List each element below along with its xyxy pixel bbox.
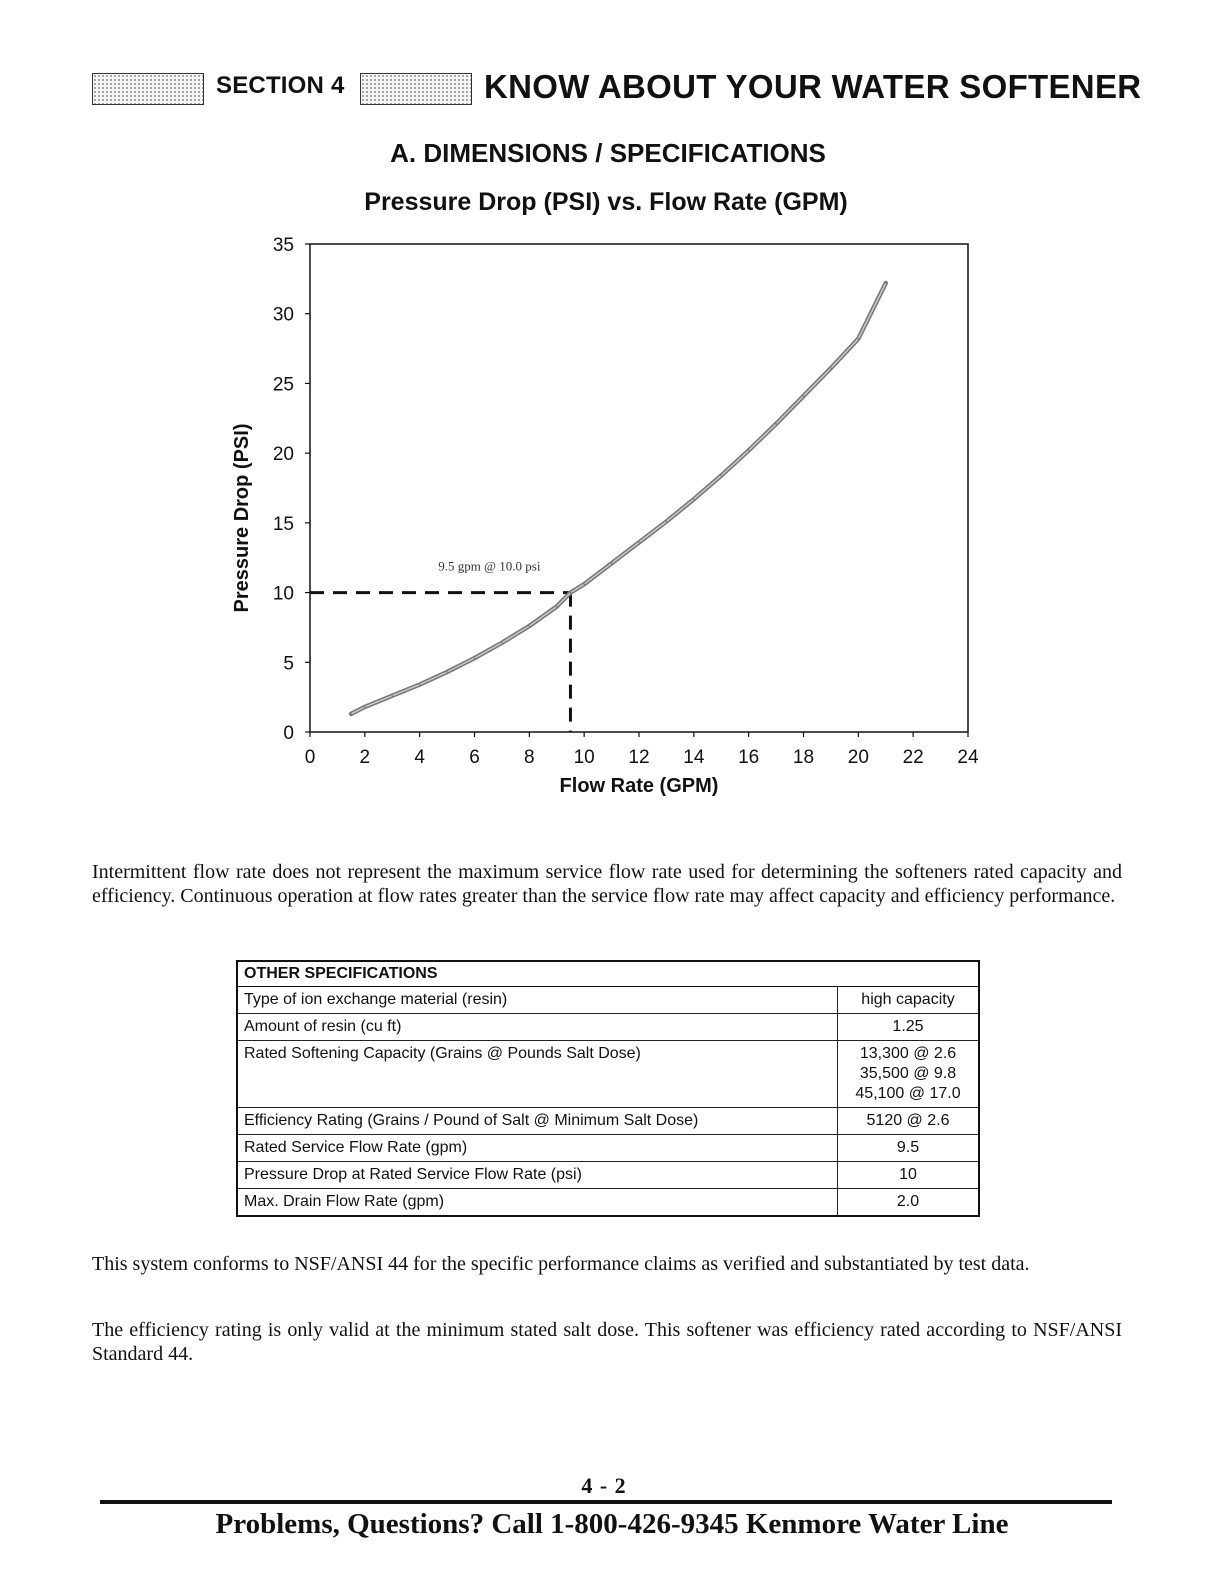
nsf-conformance-note: This system conforms to NSF/ANSI 44 for the specific performance claims as verified and substantiated by test data. xyxy=(92,1253,1030,1275)
spec-value-line: high capacity xyxy=(861,991,955,1008)
series-line-outer xyxy=(351,283,886,714)
chart-title xyxy=(0,188,1224,217)
data-point xyxy=(350,713,352,715)
spec-value-line: 5120 @ 2.6 xyxy=(866,1112,950,1129)
spec-value xyxy=(838,1162,980,1189)
spec-value xyxy=(838,1189,980,1217)
data-point xyxy=(748,450,750,452)
data-point xyxy=(556,606,558,608)
spec-value xyxy=(838,1108,980,1135)
hatch-decoration-middle xyxy=(360,73,472,105)
table-header-row xyxy=(237,961,979,987)
data-point xyxy=(364,706,366,708)
x-tick-label: 18 xyxy=(792,747,815,768)
table-row xyxy=(237,1041,979,1108)
hatch-decoration-left xyxy=(92,73,204,105)
chart-title-text: Pressure Drop (PSI) vs. Flow Rate (GPM) xyxy=(364,188,848,216)
spec-label: Type of ion exchange material (resin) xyxy=(237,987,838,1014)
data-point xyxy=(666,521,668,523)
x-tick-label: 12 xyxy=(628,747,650,768)
spec-label: Pressure Drop at Rated Service Flow Rate (psi) xyxy=(237,1162,838,1189)
table-row xyxy=(237,1108,979,1135)
data-point xyxy=(446,671,448,673)
spec-value xyxy=(838,987,980,1014)
table-row xyxy=(237,1162,979,1189)
page-number xyxy=(0,1473,1224,1499)
spec-value-line: 13,300 @ 2.6 xyxy=(859,1045,957,1062)
y-tick-label: 25 xyxy=(272,374,294,396)
table-row xyxy=(237,1014,979,1041)
data-point xyxy=(830,367,832,369)
y-axis-label: Pressure Drop (PSI) xyxy=(231,423,253,613)
y-tick-label: 5 xyxy=(283,653,294,675)
table-row xyxy=(237,1189,979,1217)
x-tick-label: 24 xyxy=(957,747,979,768)
spec-value-line: 9.5 xyxy=(896,1139,920,1156)
x-tick-label: 16 xyxy=(738,747,760,768)
data-point xyxy=(419,684,421,686)
data-point xyxy=(583,583,585,585)
specifications-table xyxy=(236,960,980,1217)
data-point xyxy=(638,542,640,544)
data-point xyxy=(391,695,393,697)
x-tick-label: 2 xyxy=(359,747,371,768)
table-body xyxy=(237,987,979,1217)
y-tick-label: 30 xyxy=(272,304,294,326)
data-point xyxy=(885,282,887,284)
spec-value-line: 2.0 xyxy=(896,1193,920,1210)
section-header xyxy=(92,68,1142,108)
x-axis-label: Flow Rate (GPM) xyxy=(559,775,719,797)
data-point xyxy=(858,338,860,340)
spec-value-line: 35,500 @ 9.8 xyxy=(859,1065,957,1082)
spec-label: Efficiency Rating (Grains / Pound of Salt @ Minimum Salt Dose) xyxy=(237,1108,838,1135)
data-point xyxy=(720,475,722,477)
data-point xyxy=(474,657,476,659)
series-line-inner xyxy=(351,283,886,714)
x-tick-label: 20 xyxy=(847,747,869,768)
x-tick-label: 8 xyxy=(524,747,535,768)
y-tick-label: 0 xyxy=(283,723,294,744)
pressure-drop-chart xyxy=(220,228,1000,818)
x-tick-label: 14 xyxy=(683,747,705,768)
spec-label: Rated Softening Capacity (Grains @ Pounds Salt Dose) xyxy=(237,1041,838,1108)
data-point xyxy=(529,625,531,627)
y-tick-label: 35 xyxy=(272,235,294,256)
spec-value-line: 1.25 xyxy=(892,1018,924,1035)
footer-help-line: Problems, Questions? Call 1-800-426-9345 Kenmore Water Line xyxy=(215,1508,1009,1540)
x-tick-label: 4 xyxy=(414,747,425,768)
footer-rule xyxy=(100,1500,1112,1504)
spec-value xyxy=(838,1014,980,1041)
table-row xyxy=(237,987,979,1014)
data-point xyxy=(775,423,777,425)
spec-label: Rated Service Flow Rate (gpm) xyxy=(237,1135,838,1162)
y-tick-label: 20 xyxy=(272,444,294,466)
x-tick-label: 22 xyxy=(902,747,924,768)
spec-value-line: 10 xyxy=(899,1166,917,1183)
y-tick-label: 10 xyxy=(272,583,294,605)
page-title: KNOW ABOUT YOUR WATER SOFTENER xyxy=(484,68,1142,105)
data-point xyxy=(803,395,805,397)
x-tick-label: 0 xyxy=(304,747,316,768)
efficiency-note: The efficiency rating is only valid at the minimum stated salt dose. This softener was efficiency rated according to NSF/ANSI Standard 44. xyxy=(92,1319,1122,1365)
data-point xyxy=(570,592,572,594)
annotation-label: 9.5 gpm @ 10.0 psi xyxy=(438,558,541,574)
data-point xyxy=(693,498,695,500)
table-row xyxy=(237,1135,979,1162)
spec-value xyxy=(838,1135,980,1162)
flow-rate-note: Intermittent flow rate does not represent the maximum service flow rate used for determining the softeners rated capacity and efficiency. Continuous operation at flow rates greater than the service flow rate may affect capacity and efficiency performance. xyxy=(92,861,1122,907)
spec-label: Max. Drain Flow Rate (gpm) xyxy=(237,1189,838,1217)
x-tick-label: 10 xyxy=(573,747,595,768)
section-label: SECTION 4 xyxy=(216,72,345,99)
spec-label: Amount of resin (cu ft) xyxy=(237,1014,838,1041)
spec-value xyxy=(838,1041,980,1108)
x-tick-label: 6 xyxy=(469,747,480,768)
table-heading: OTHER SPECIFICATIONS xyxy=(237,961,979,987)
data-point xyxy=(611,562,613,564)
subheading-text: A. DIMENSIONS / SPECIFICATIONS xyxy=(390,138,826,168)
y-tick-label: 15 xyxy=(272,513,294,535)
subheading xyxy=(0,138,1224,169)
spec-value-line: 45,100 @ 17.0 xyxy=(855,1085,961,1102)
page-number-text: 4 - 2 xyxy=(581,1473,627,1498)
data-point xyxy=(501,642,503,644)
